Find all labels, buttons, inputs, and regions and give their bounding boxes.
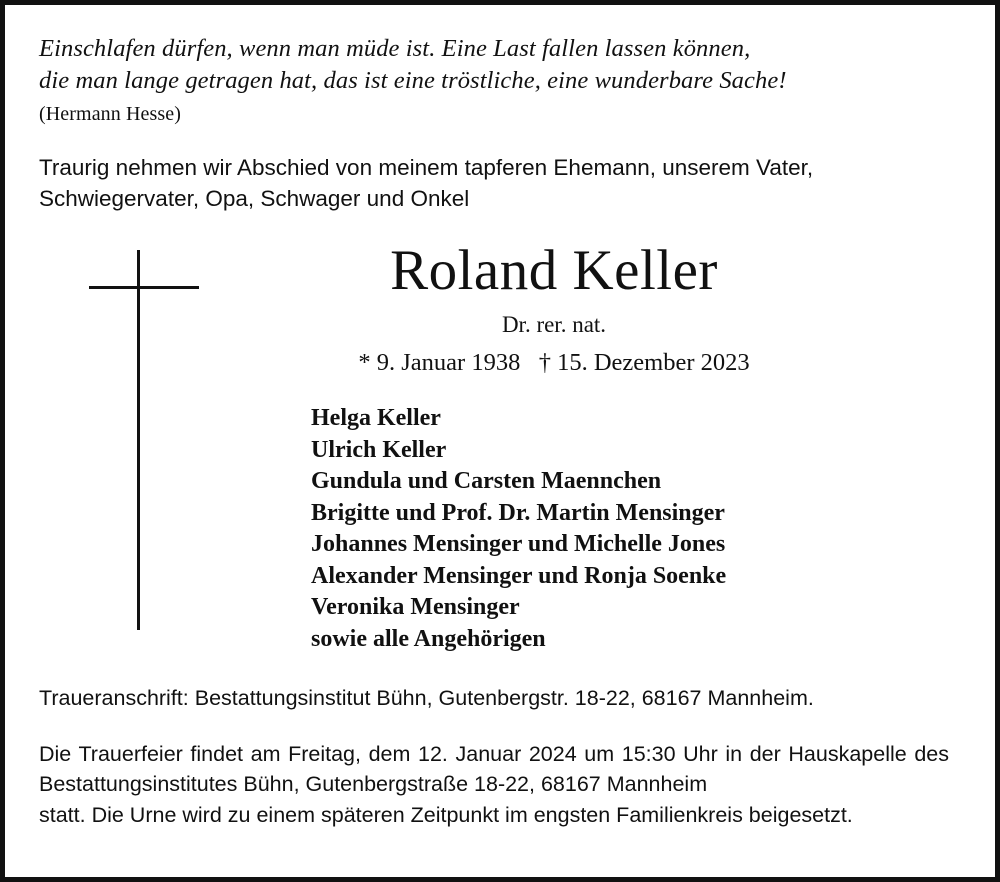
cross-horizontal-bar: [89, 286, 199, 289]
list-item: Alexander Mensinger und Ronja Soenke: [311, 562, 727, 589]
quote-block: [39, 33, 961, 127]
intro-line-2: Schwiegervater, Opa, Schwager und Onkel: [39, 185, 470, 211]
list-item: Johannes Mensinger und Michelle Jones: [311, 531, 726, 558]
ceremony-details: [39, 739, 949, 831]
list-item: Ulrich Keller: [311, 436, 447, 463]
ceremony-paragraph: Die Trauerfeier findet am Freitag, dem 12. Januar 2024 um 15:30 Uhr in der Hauskapelle des Bestattungsinstitutes Bühn, Gutenbergstraße 18-22, 68167 Mannheim: [39, 741, 949, 797]
quote-line-1: Einschlafen dürfen, wenn man müde ist. Eine Last fallen lassen können,: [39, 35, 751, 62]
deceased-name: Roland Keller: [390, 238, 718, 302]
intro-block: [39, 152, 961, 214]
ceremony-last-line: statt. Die Urne wird zu einem späteren Zeitpunkt im engsten Familienkreis beigesetzt.: [39, 802, 853, 827]
list-item: Helga Keller: [311, 405, 441, 432]
cross-icon: [89, 250, 199, 630]
deceased-title: Dr. rer. nat.: [501, 312, 607, 338]
deceased-dates: * 9. Januar 1938 † 15. Dezember 2023: [358, 349, 750, 377]
deceased-block: [244, 240, 864, 378]
list-item: sowie alle Angehörigen: [311, 625, 546, 652]
mourners-list: [311, 403, 961, 655]
center-block: [39, 240, 961, 655]
mourning-address: Traueranschrift: Bestattungsinstitut Bühn, Gutenbergstr. 18-22, 68167 Mannheim.: [39, 685, 814, 710]
list-item: Gundula und Carsten Maennchen: [311, 468, 662, 495]
intro-line-1: Traurig nehmen wir Abschied von meinem tapferen Ehemann, unserem Vater,: [39, 154, 814, 180]
quote-line-2: die man lange getragen hat, das ist eine tröstliche, eine wunderbare Sache!: [39, 67, 787, 95]
list-item: Veronika Mensinger: [311, 594, 520, 621]
quote-author: (Hermann Hesse): [39, 102, 181, 125]
cross-vertical-bar: [137, 250, 140, 630]
list-item: Brigitte und Prof. Dr. Martin Mensinger: [311, 499, 725, 526]
